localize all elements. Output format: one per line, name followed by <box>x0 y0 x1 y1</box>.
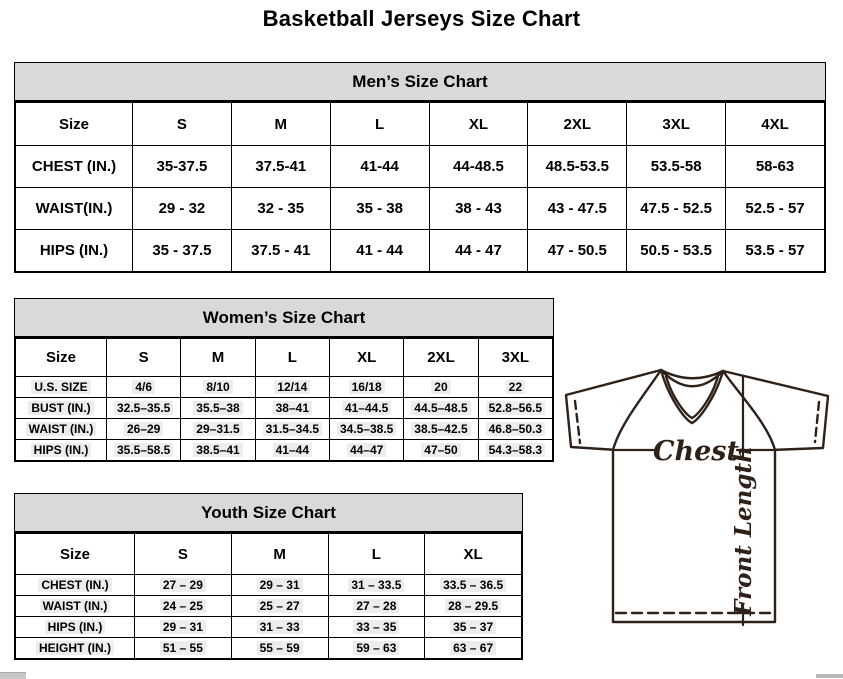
table-row <box>16 638 522 659</box>
size-value-cell: 31 – 33 <box>231 617 328 638</box>
size-value-cell: 24 – 25 <box>135 596 232 617</box>
size-value-cell: 63 – 67 <box>425 638 522 659</box>
column-header: S <box>107 339 181 377</box>
size-value-cell: 47–50 <box>404 440 478 461</box>
size-value-cell: 35 – 37 <box>425 617 522 638</box>
size-value-cell: 26–29 <box>107 419 181 440</box>
row-label: HIPS (IN.) <box>16 230 133 272</box>
size-value-cell: 32 - 35 <box>231 188 330 230</box>
size-value-cell: 35 - 38 <box>330 188 429 230</box>
size-value-cell: 47.5 - 52.5 <box>627 188 726 230</box>
column-header: 2XL <box>404 339 478 377</box>
size-value-cell: 52.8–56.5 <box>478 398 552 419</box>
size-value-cell: 35-37.5 <box>133 146 232 188</box>
row-label: HIPS (IN.) <box>16 617 135 638</box>
size-value-cell: 25 – 27 <box>231 596 328 617</box>
row-label: U.S. SIZE <box>16 377 107 398</box>
size-value-cell: 53.5-58 <box>627 146 726 188</box>
table-row <box>16 398 553 419</box>
table-row <box>16 188 825 230</box>
size-value-cell: 20 <box>404 377 478 398</box>
size-value-cell: 38 - 43 <box>429 188 528 230</box>
size-value-cell: 50.5 - 53.5 <box>627 230 726 272</box>
size-value-cell: 44–47 <box>329 440 403 461</box>
size-header-row <box>16 534 522 575</box>
table-row <box>16 440 553 461</box>
column-header: M <box>231 103 330 146</box>
size-value-cell: 44.5–48.5 <box>404 398 478 419</box>
column-header: L <box>330 103 429 146</box>
row-label: BUST (IN.) <box>16 398 107 419</box>
table-row <box>16 146 825 188</box>
size-value-cell: 22 <box>478 377 552 398</box>
page-title: Basketball Jerseys Size Chart <box>262 6 581 31</box>
size-value-cell: 37.5-41 <box>231 146 330 188</box>
column-header: L <box>255 339 329 377</box>
table-row <box>16 230 825 272</box>
column-header: Size <box>16 339 107 377</box>
womens-size-chart <box>14 298 554 462</box>
size-value-cell: 38.5–42.5 <box>404 419 478 440</box>
size-value-cell: 29 – 31 <box>231 575 328 596</box>
size-value-cell: 27 – 29 <box>135 575 232 596</box>
size-value-cell: 35.5–58.5 <box>107 440 181 461</box>
size-value-cell: 46.8–50.3 <box>478 419 552 440</box>
size-value-cell: 44-48.5 <box>429 146 528 188</box>
row-label: WAIST (IN.) <box>16 419 107 440</box>
mens-size-table <box>15 102 825 272</box>
size-value-cell: 29 – 31 <box>135 617 232 638</box>
size-value-cell: 41 - 44 <box>330 230 429 272</box>
size-value-cell: 48.5-53.5 <box>528 146 627 188</box>
size-value-cell: 34.5–38.5 <box>329 419 403 440</box>
column-header: Size <box>16 103 133 146</box>
column-header: XL <box>329 339 403 377</box>
front-length-label: Front Length <box>730 446 757 616</box>
size-value-cell: 35.5–38 <box>181 398 255 419</box>
size-value-cell: 33 – 35 <box>328 617 425 638</box>
size-value-cell: 31 – 33.5 <box>328 575 425 596</box>
mens-size-chart-header: Men’s Size Chart <box>15 63 825 102</box>
table-row <box>16 419 553 440</box>
size-value-cell: 16/18 <box>329 377 403 398</box>
table-row <box>16 596 522 617</box>
column-header: XL <box>425 534 522 575</box>
size-value-cell: 44 - 47 <box>429 230 528 272</box>
size-value-cell: 52.5 - 57 <box>726 188 825 230</box>
size-value-cell: 31.5–34.5 <box>255 419 329 440</box>
row-label: HEIGHT (IN.) <box>16 638 135 659</box>
column-header: 3XL <box>627 103 726 146</box>
size-value-cell: 4/6 <box>107 377 181 398</box>
size-value-cell: 47 - 50.5 <box>528 230 627 272</box>
womens-size-table <box>15 338 553 461</box>
column-header: 2XL <box>528 103 627 146</box>
size-value-cell: 33.5 – 36.5 <box>425 575 522 596</box>
youth-size-table <box>15 533 522 659</box>
row-label: HIPS (IN.) <box>16 440 107 461</box>
row-label: CHEST (IN.) <box>16 575 135 596</box>
size-value-cell: 54.3–58.3 <box>478 440 552 461</box>
size-header-row <box>16 103 825 146</box>
column-header: L <box>328 534 425 575</box>
size-value-cell: 38.5–41 <box>181 440 255 461</box>
jersey-measurement-diagram <box>560 362 841 630</box>
row-label: WAIST (IN.) <box>16 596 135 617</box>
row-label: WAIST(IN.) <box>16 188 133 230</box>
table-row <box>16 575 522 596</box>
size-value-cell: 53.5 - 57 <box>726 230 825 272</box>
size-value-cell: 41–44 <box>255 440 329 461</box>
column-header: M <box>231 534 328 575</box>
column-header: 3XL <box>478 339 552 377</box>
column-header: S <box>133 103 232 146</box>
column-header: M <box>181 339 255 377</box>
table-row <box>16 617 522 638</box>
size-value-cell: 29 - 32 <box>133 188 232 230</box>
size-value-cell: 41–44.5 <box>329 398 403 419</box>
column-header: S <box>135 534 232 575</box>
size-value-cell: 51 – 55 <box>135 638 232 659</box>
size-value-cell: 37.5 - 41 <box>231 230 330 272</box>
size-value-cell: 29–31.5 <box>181 419 255 440</box>
size-value-cell: 55 – 59 <box>231 638 328 659</box>
size-value-cell: 38–41 <box>255 398 329 419</box>
size-value-cell: 41-44 <box>330 146 429 188</box>
mens-size-chart <box>14 62 826 273</box>
size-value-cell: 27 – 28 <box>328 596 425 617</box>
row-label: CHEST (IN.) <box>16 146 133 188</box>
womens-size-chart-header: Women’s Size Chart <box>15 299 553 338</box>
size-value-cell: 35 - 37.5 <box>133 230 232 272</box>
size-value-cell: 43 - 47.5 <box>528 188 627 230</box>
size-header-row <box>16 339 553 377</box>
table-row <box>16 377 553 398</box>
size-value-cell: 8/10 <box>181 377 255 398</box>
size-value-cell: 58-63 <box>726 146 825 188</box>
horizontal-scrollbar-fragment-right[interactable] <box>816 674 843 678</box>
size-value-cell: 32.5–35.5 <box>107 398 181 419</box>
horizontal-scrollbar-fragment-left[interactable] <box>0 672 26 679</box>
size-value-cell: 59 – 63 <box>328 638 425 659</box>
column-header: XL <box>429 103 528 146</box>
size-value-cell: 28 – 29.5 <box>425 596 522 617</box>
youth-size-chart <box>14 493 523 660</box>
jersey-diagram-svg <box>560 362 841 630</box>
column-header: 4XL <box>726 103 825 146</box>
chest-label: Chest <box>653 436 739 467</box>
youth-size-chart-header: Youth Size Chart <box>15 494 522 533</box>
column-header: Size <box>16 534 135 575</box>
size-value-cell: 12/14 <box>255 377 329 398</box>
